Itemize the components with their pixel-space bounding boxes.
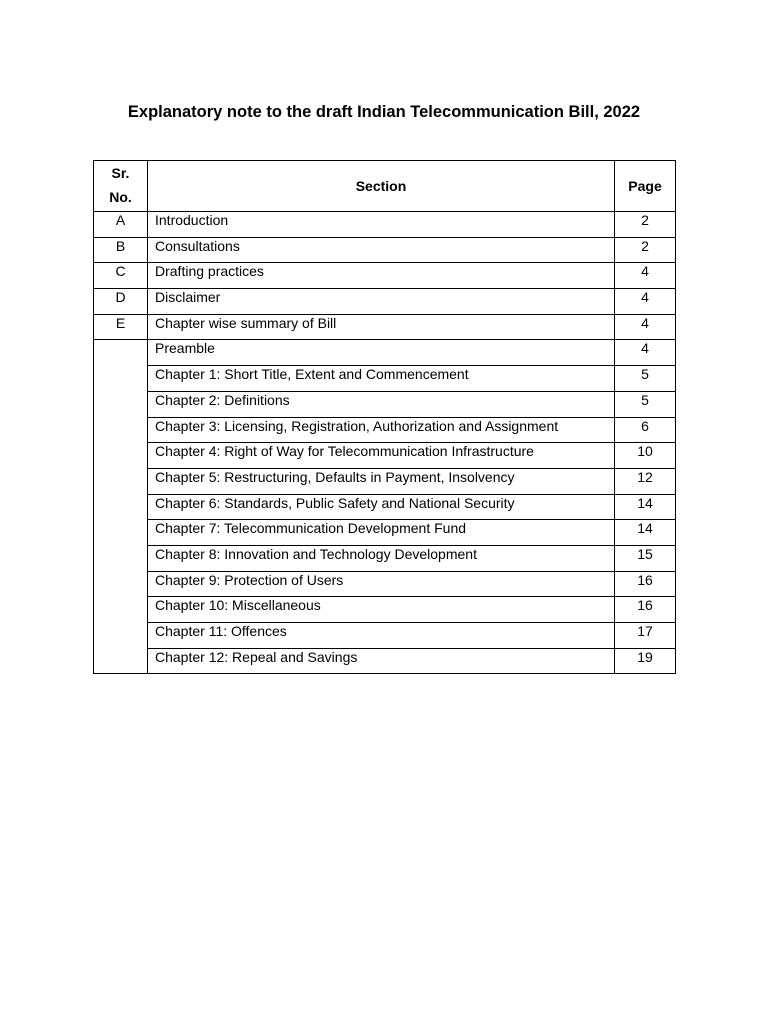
table-row (94, 520, 676, 546)
table-row (94, 597, 676, 623)
row-section: Chapter 10: Miscellaneous (148, 597, 615, 623)
row-page: 5 (615, 391, 676, 417)
row-section: Chapter wise summary of Bill (148, 314, 615, 340)
table-row (94, 494, 676, 520)
header-page: Page (615, 161, 676, 212)
row-sr-no: A (94, 212, 148, 238)
row-sr-no (94, 597, 148, 623)
header-sr-line2: No. (109, 189, 132, 205)
header-section: Section (148, 161, 615, 212)
row-section: Drafting practices (148, 263, 615, 289)
row-section: Chapter 8: Innovation and Technology Development (148, 545, 615, 571)
row-sr-no (94, 494, 148, 520)
table-row (94, 571, 676, 597)
table-row (94, 289, 676, 315)
row-page: 14 (615, 494, 676, 520)
table-row (94, 417, 676, 443)
row-sr-no: E (94, 314, 148, 340)
row-sr-no (94, 545, 148, 571)
row-page: 12 (615, 468, 676, 494)
table-header-row (94, 161, 676, 212)
table-row (94, 468, 676, 494)
table-row (94, 366, 676, 392)
row-page: 16 (615, 597, 676, 623)
table-row (94, 263, 676, 289)
row-sr-no (94, 623, 148, 649)
row-sr-no (94, 391, 148, 417)
row-page: 19 (615, 648, 676, 674)
table-row (94, 212, 676, 238)
row-page: 4 (615, 263, 676, 289)
table-row (94, 340, 676, 366)
row-sr-no (94, 366, 148, 392)
row-page: 10 (615, 443, 676, 469)
row-page: 15 (615, 545, 676, 571)
document-title: Explanatory note to the draft Indian Telecommunication Bill, 2022 (127, 103, 641, 121)
row-section: Chapter 2: Definitions (148, 391, 615, 417)
row-section: Chapter 5: Restructuring, Defaults in Payment, Insolvency (148, 468, 615, 494)
table-row (94, 623, 676, 649)
row-sr-no: C (94, 263, 148, 289)
table-row (94, 391, 676, 417)
table-row (94, 545, 676, 571)
row-sr-no: D (94, 289, 148, 315)
row-page: 4 (615, 289, 676, 315)
row-section: Chapter 1: Short Title, Extent and Commencement (148, 366, 615, 392)
row-section: Chapter 4: Right of Way for Telecommunication Infrastructure (148, 443, 615, 469)
row-section: Disclaimer (148, 289, 615, 315)
contents-table (93, 160, 676, 674)
row-page: 2 (615, 212, 676, 238)
table-row (94, 443, 676, 469)
row-sr-no: B (94, 237, 148, 263)
table-row (94, 237, 676, 263)
header-sr-line1: Sr. (111, 165, 130, 181)
table-body (94, 212, 676, 674)
row-section: Chapter 3: Licensing, Registration, Authorization and Assignment (148, 417, 615, 443)
row-page: 4 (615, 340, 676, 366)
row-section: Chapter 6: Standards, Public Safety and National Security (148, 494, 615, 520)
row-section: Chapter 12: Repeal and Savings (148, 648, 615, 674)
row-page: 4 (615, 314, 676, 340)
row-sr-no (94, 417, 148, 443)
row-sr-no (94, 468, 148, 494)
row-page: 6 (615, 417, 676, 443)
header-sr-no (94, 161, 148, 212)
row-page: 14 (615, 520, 676, 546)
table-row (94, 648, 676, 674)
row-sr-no (94, 648, 148, 674)
row-sr-no (94, 443, 148, 469)
row-section: Chapter 9: Protection of Users (148, 571, 615, 597)
row-sr-no (94, 340, 148, 366)
row-section: Consultations (148, 237, 615, 263)
row-page: 2 (615, 237, 676, 263)
row-sr-no (94, 520, 148, 546)
row-sr-no (94, 571, 148, 597)
table-row (94, 314, 676, 340)
row-page: 17 (615, 623, 676, 649)
row-section: Introduction (148, 212, 615, 238)
row-section: Preamble (148, 340, 615, 366)
row-page: 5 (615, 366, 676, 392)
row-section: Chapter 7: Telecommunication Development Fund (148, 520, 615, 546)
row-section: Chapter 11: Offences (148, 623, 615, 649)
row-page: 16 (615, 571, 676, 597)
